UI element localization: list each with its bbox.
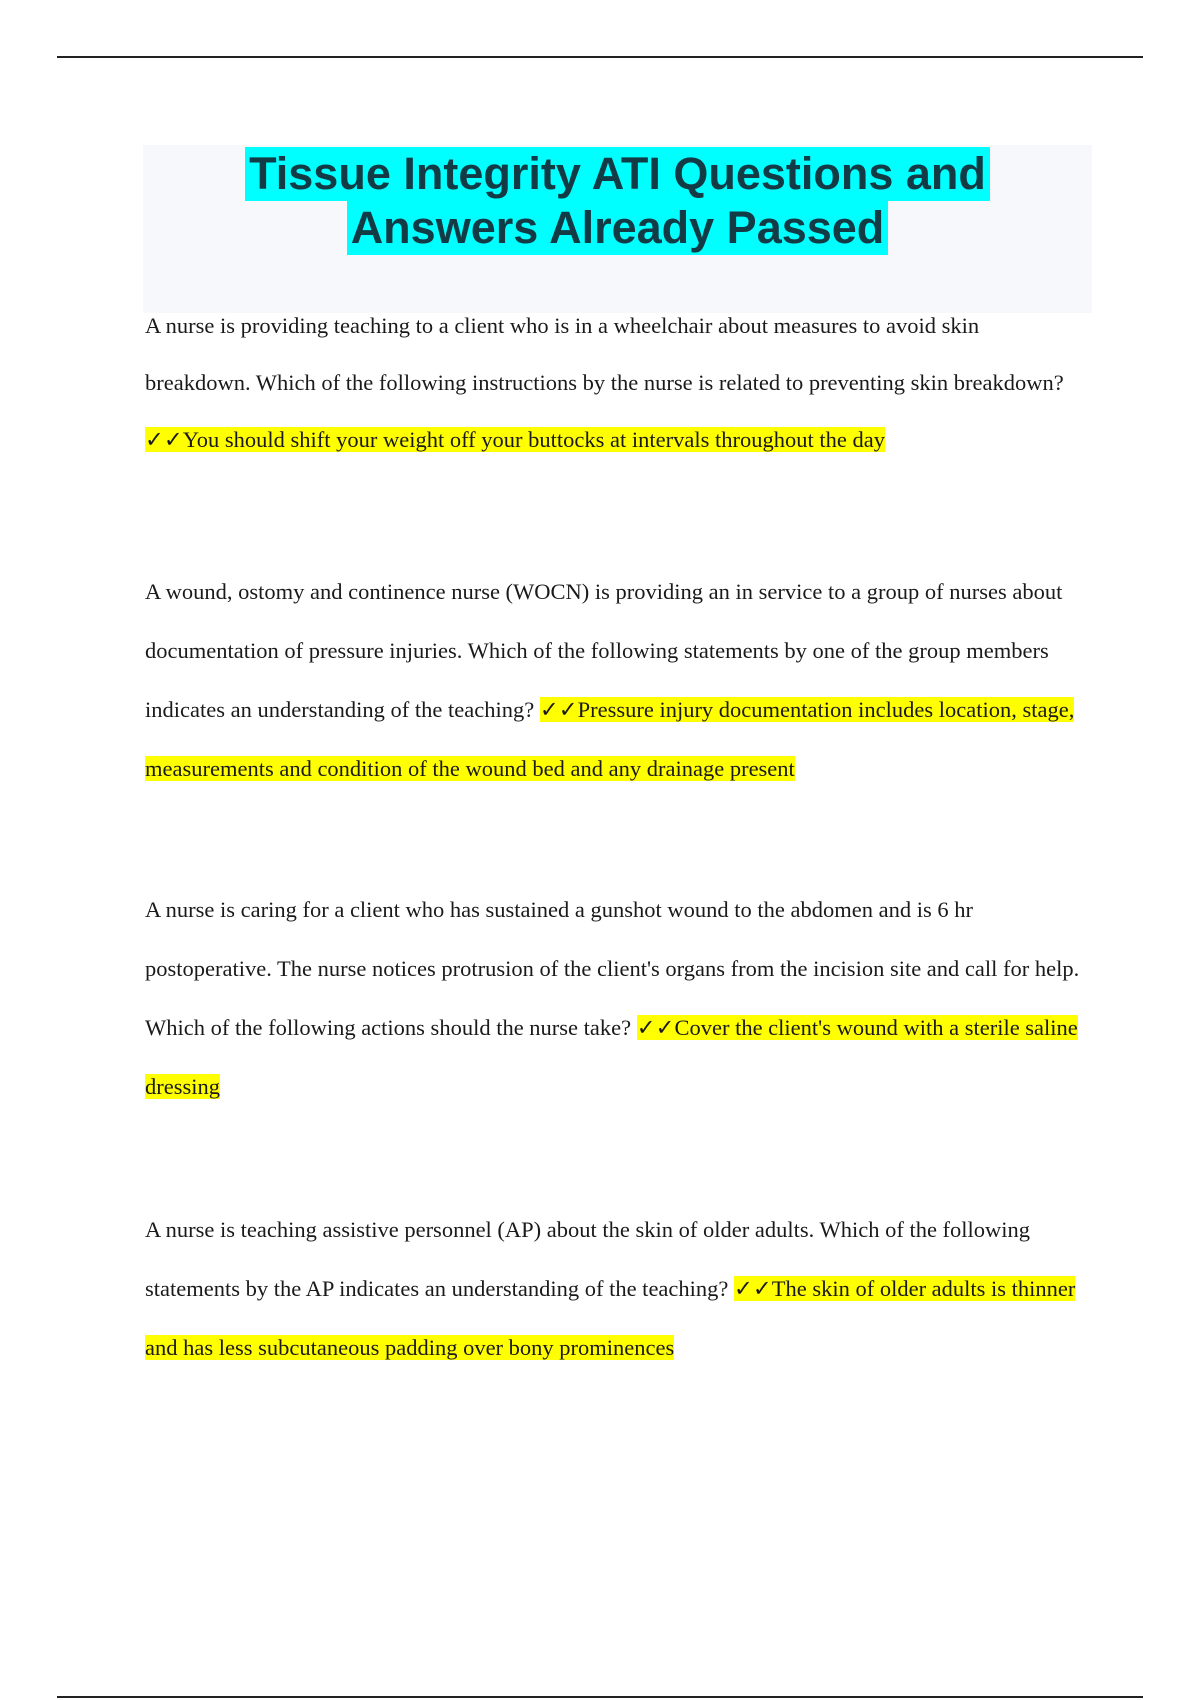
qa-item-2 — [145, 562, 1090, 798]
question-text: A wound, ostomy and continence nurse (WOCN) is providing an in service to a group of nurses about documentation of pressure injuries. Which of the following statements by one of the group members indicates an understanding of the teaching? — [145, 579, 1063, 722]
question-text: A nurse is caring for a client who has sustained a gunshot wound to the abdomen and is 6 hr postoperative. The nurse notices protrusion of the client's organs from the incision site and call for help. Which of the following actions should the nurse take? — [145, 897, 1080, 1040]
top-rule — [57, 56, 1143, 58]
question-text: A nurse is providing teaching to a client who is in a wheelchair about measures to avoid skin breakdown. Which of the following instructions by the nurse is related to preventing skin breakdown? — [145, 313, 1064, 395]
qa-item-1 — [145, 297, 1090, 468]
answer-text: ✓✓Cover the client's wound with a sterile saline dressing — [145, 1015, 1078, 1099]
document-title-line-1: Tissue Integrity ATI Questions and — [245, 147, 990, 201]
question-text: A nurse is teaching assistive personnel (AP) about the skin of older adults. Which of the following statements by the AP indicates an understanding of the teaching? — [145, 1217, 1031, 1301]
qa-item-4 — [145, 1200, 1090, 1377]
title-block — [143, 145, 1092, 313]
bottom-rule — [57, 1696, 1143, 1698]
qa-item-3 — [145, 880, 1090, 1116]
answer-text: ✓✓The skin of older adults is thinner and has less subcutaneous padding over bony prominences — [145, 1276, 1076, 1360]
document-title-line-2: Answers Already Passed — [347, 201, 889, 255]
answer-text: ✓✓Pressure injury documentation includes location, stage, measurements and condition of the wound bed and any drainage present — [145, 697, 1075, 781]
answer-text: ✓✓You should shift your weight off your buttocks at intervals throughout the day — [145, 427, 885, 452]
